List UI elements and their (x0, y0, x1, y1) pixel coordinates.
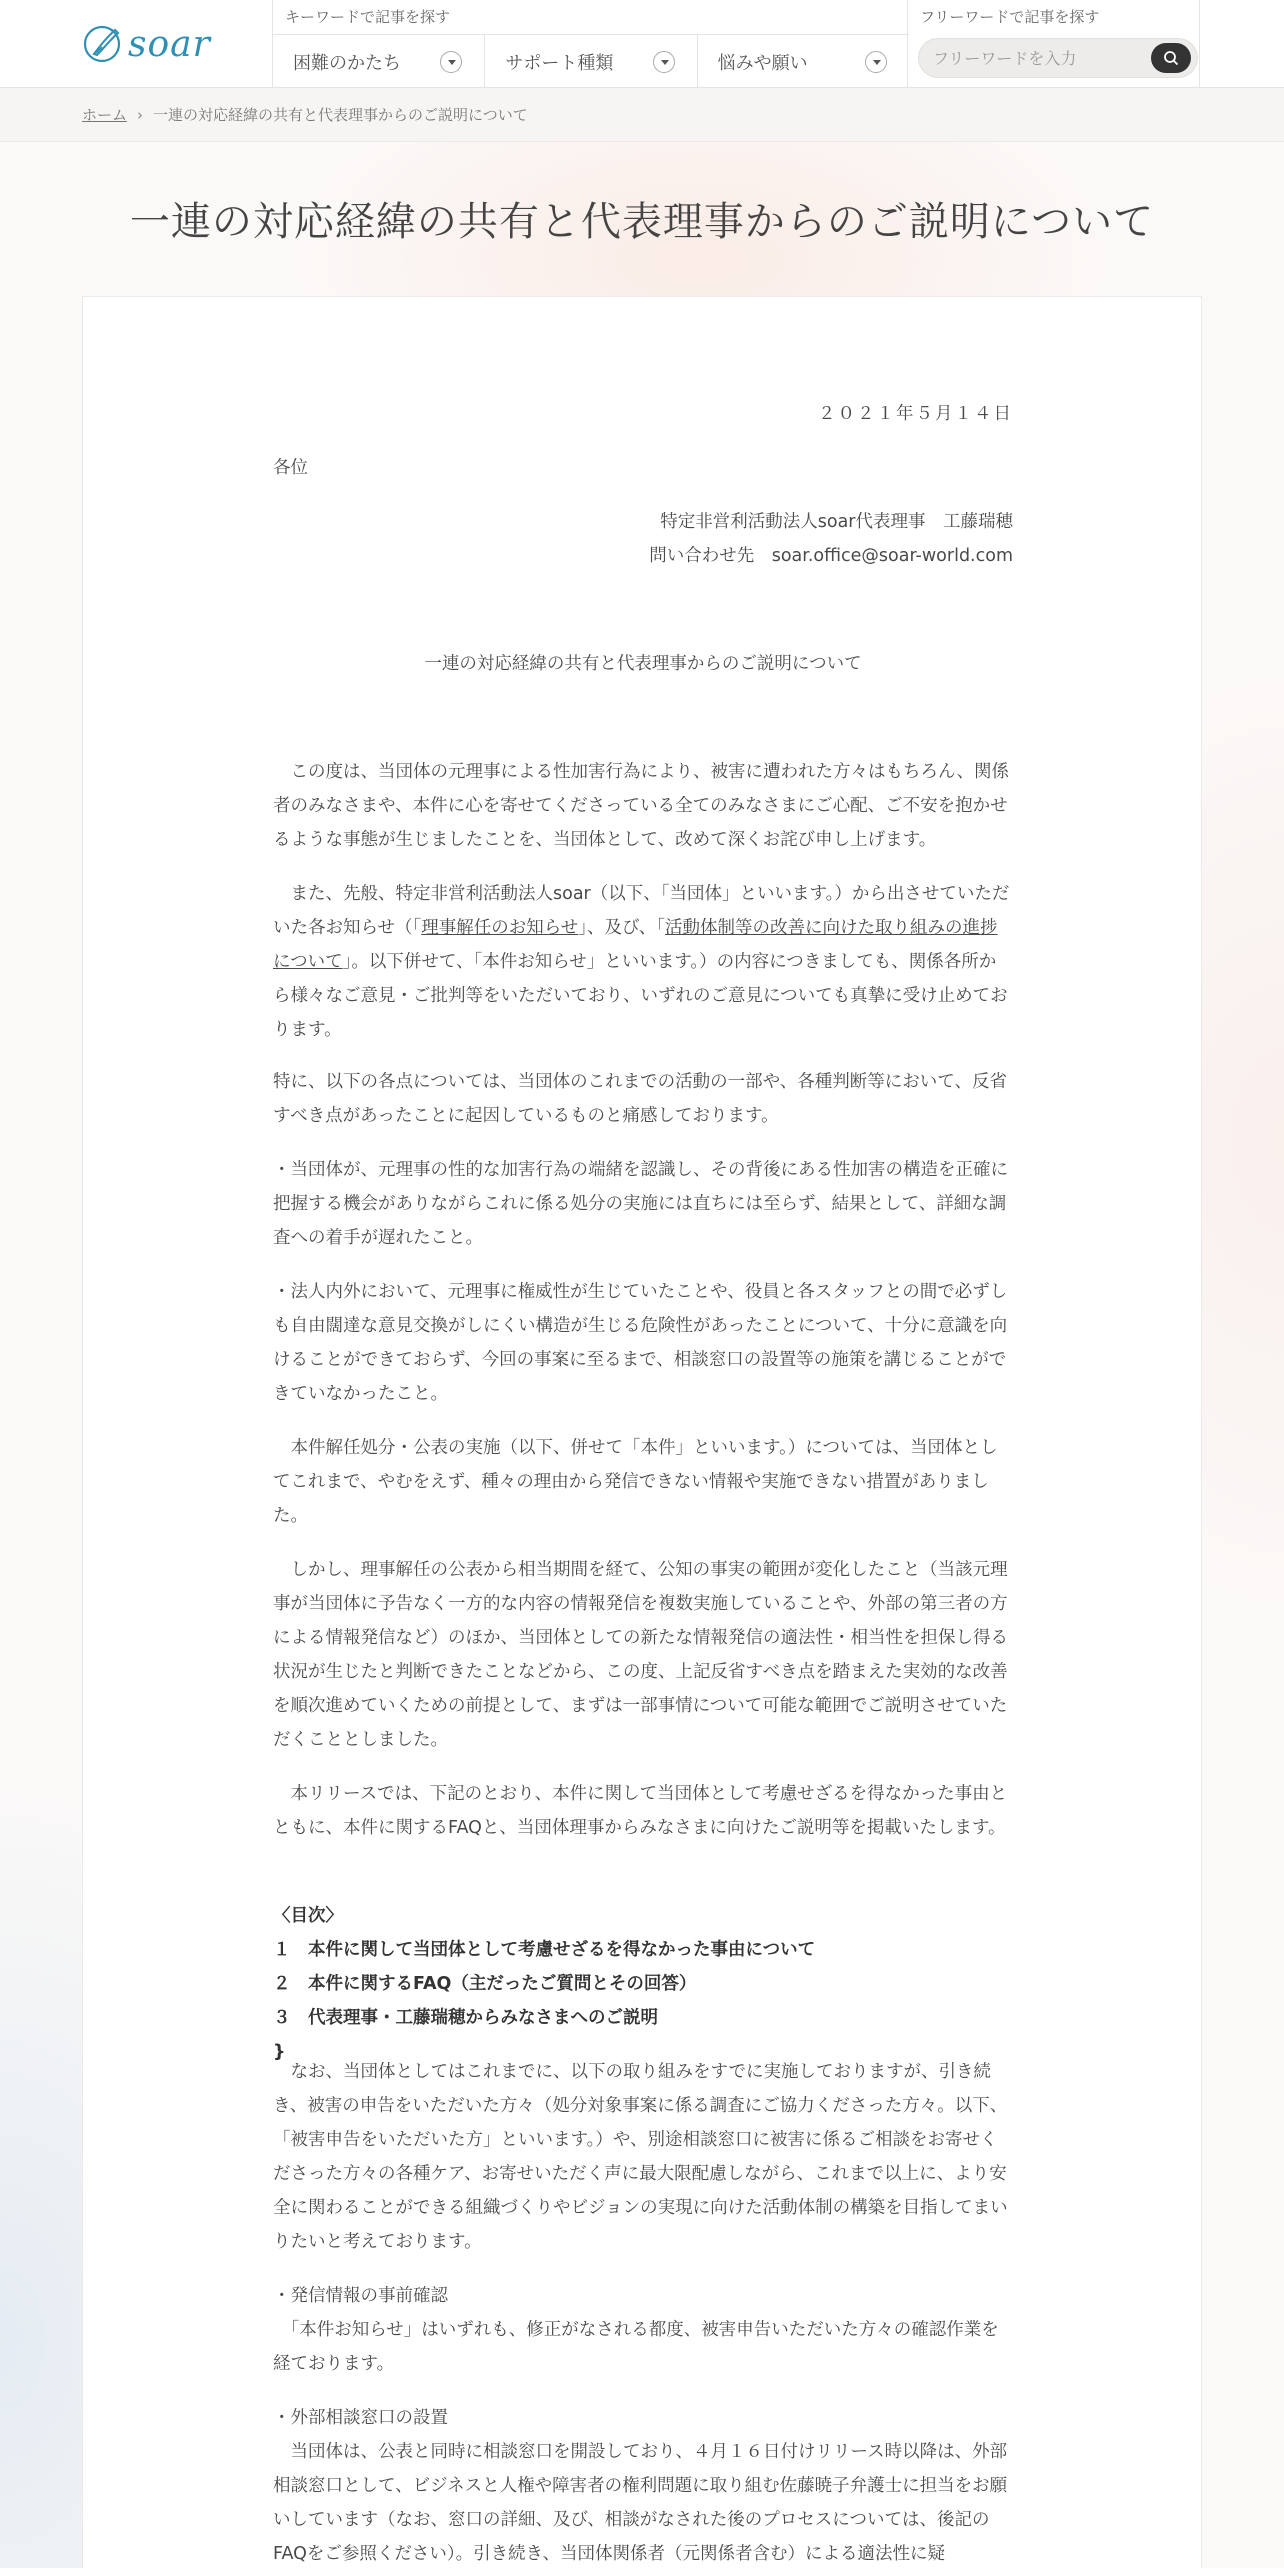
text: 」。以下併せて、「本件お知らせ」といいます。）の内容につきましても、関係各所から様々なご意見・ご批判等をいただいており、いずれのご意見についても真摯に受け止めております。 (273, 952, 1008, 1040)
article-card (82, 296, 1202, 2568)
text: 「本件お知らせ」はいずれも、修正がなされる都度、被害申告いただいた方々の確認作業を経ております。 (273, 2320, 999, 2374)
select-difficulty-type[interactable] (273, 35, 485, 88)
page-title: 一連の対応経緯の共有と代表理事からのご説明について (129, 199, 1155, 245)
freeword-search-box (918, 38, 1198, 78)
select-label: 悩みや願い (717, 52, 808, 74)
paragraph-external-desk (273, 2401, 1013, 2568)
keyword-search-title: キーワードで記事を探す (285, 8, 451, 26)
freeword-search-title: フリーワードで記事を探す (920, 8, 1100, 26)
paragraph-measures: 本件解任処分・公表の実施（以下、併せて「本件」といいます。）については、当団体としてこれまで、やむをえず、種々の理由から発信できない情報や実施できない措置がありました。 (273, 1438, 998, 1526)
logo-text: soar (128, 23, 211, 65)
keyword-search (272, 0, 908, 88)
breadcrumb-current: 一連の対応経緯の共有と代表理事からのご説明について (153, 106, 528, 124)
chevron-down-icon (865, 51, 887, 73)
site-header (0, 0, 1284, 88)
text: 」、及び、「 (578, 918, 666, 938)
search-button[interactable] (1151, 43, 1191, 73)
toc-title: 〈目次〉 (273, 1906, 343, 1926)
paragraph-point-2: ・法人内外において、元理事に権威性が生じていたことや、役員と各スタッフとの間で必ずしも自由闊達な意見交換がしにくい構造が生じる危険性があったことについて、十分に意識を向けることができておらず、今回の事案に至るまで、相談窓口の設置等の施策を講じることができていなかったこと。 (273, 1282, 1008, 1404)
letter-subject: 一連の対応経緯の共有と代表理事からのご説明について (424, 654, 862, 674)
freeword-input[interactable] (933, 39, 1133, 77)
breadcrumb-home-link[interactable]: ホーム (82, 106, 128, 124)
link-dismissal-notice[interactable]: 理事解任のお知らせ (421, 918, 579, 938)
paragraph-notices (273, 877, 1013, 1047)
chevron-down-icon (653, 51, 675, 73)
soar-logo-icon (82, 22, 126, 66)
toc-item-1[interactable]: １ 本件に関して当団体として考慮せざるを得なかった事由について (273, 1940, 816, 1960)
sender-name: 特定非営利活動法人soar代表理事 工藤瑞穂 (660, 512, 1013, 532)
toc-item-2[interactable]: ２ 本件に関するFAQ（主だったご質問とその回答） (273, 1974, 697, 1994)
search-icon (1163, 50, 1179, 66)
paragraph-background: しかし、理事解任の公表から相当期間を経て、公知の事実の範囲が変化したこと（当該元理事が当団体に予告なく一方的な内容の情報発信を複数実施していることや、外部の第三者の方による情報発信など）のほか、当団体としての新たな情報発信の適法性・相当性を担保し得る状況が生じたと判断できたことなどから、この度、上記反省すべき点を踏まえた実効的な改善を順次進めていくための前提として、まずは一部事情について可能な範囲でご説明させていただくこととしました。 (273, 1560, 1008, 1750)
select-support-type[interactable] (485, 35, 697, 88)
sender-contact: 問い合わせ先 soar.office@soar-world.com (649, 546, 1013, 566)
link-improvement-progress[interactable]: 活動体制等の改善に向けた取り組みの進捗について (273, 918, 998, 972)
letter-sender (649, 505, 1013, 573)
breadcrumb (0, 88, 1284, 142)
chevron-down-icon (440, 51, 462, 73)
select-label: 困難のかたち (293, 52, 401, 74)
keyword-selects (273, 34, 909, 88)
heading-external-desk: ・外部相談窓口の設置 (273, 2408, 448, 2428)
paragraph-efforts: なお、当団体としてはこれまでに、以下の取り組みをすでに実施しておりますが、引き続き、被害の申告をいただいた方々（処分対象事案に係る調査にご協力くださった方々。以下、「被害申告をいただいた方」といいます。）や、別途相談窓口に被害に係るご相談をお寄せくださった方々の各種ケア、お寄せいただく声に最大限配慮しながら、これまで以上に、より安全に関わることができる組織づくりやビジョンの実現に向けた活動体制の構築を目指してまいりたいと考えております。 (273, 2062, 1008, 2252)
paragraph-apology: この度は、当団体の元理事による性加害行為により、被害に遭われた方々はもちろん、関係者のみなさまや、本件に心を寄せてくださっている全てのみなさまにご心配、ご不安を抱かせるような事態が生じましたことを、当団体として、改めて深くお詫び申し上げます。 (273, 762, 1010, 850)
breadcrumb-separator: › (137, 105, 144, 124)
select-label: サポート種類 (505, 52, 614, 74)
select-worries-wishes[interactable] (698, 35, 909, 88)
site-logo[interactable] (82, 18, 252, 70)
toc-item-3[interactable]: ３ 代表理事・工藤瑞穂からみなさまへのご説明 (273, 2008, 658, 2028)
letter-recipient: 各位 (273, 458, 308, 478)
text: 当団体は、公表と同時に相談窓口を開設しており、４月１６日付けリリース時以降は、外部相談窓口として、ビジネスと人権や障害者の権利問題に取り組む佐藤暁子弁護士に担当をお願いしています（なお、窓口の詳細、及び、相談がなされた後のプロセスについては、後記のFAQをご参照ください）。引き続き、当団体関係者（元関係者含む）による適法性に疑 (273, 2442, 1008, 2564)
freeword-search (908, 0, 1200, 88)
text: また、先般、特定非営利活動法人soar（以下、「当団体」といいます。）から出させていただいた各お知らせ（「 (273, 884, 1010, 938)
table-of-contents: 〈目次〉 １ 本件に関して当団体として考慮せざるを得なかった事由について ２ 本件に関するFAQ（主だったご質問とその回答） ３ 代表理事・工藤瑞穂からみなさまへのご説明 } (273, 1899, 1013, 2069)
paragraph-prior-check (273, 2279, 1013, 2381)
paragraph-release-overview: 本リリースでは、下記のとおり、本件に関して当団体として考慮せざるを得なかった事由とともに、本件に関するFAQと、当団体理事からみなさまに向けたご説明等を掲載いたします。 (273, 1784, 1008, 1838)
heading-prior-check: ・発信情報の事前確認 (273, 2286, 448, 2306)
paragraph-reflection: 特に、以下の各点については、当団体のこれまでの活動の一部や、各種判断等において、反省すべき点があったことに起因しているものと痛感しております。 (273, 1072, 1007, 1126)
paragraph-point-1: ・当団体が、元理事の性的な加害行為の端緒を認識し、その背後にある性加害の構造を正確に把握する機会がありながらこれに係る処分の実施には直ちには至らず、結果として、詳細な調査への着手が遅れたこと。 (273, 1160, 1008, 1248)
letter-date: ２０２１年５月１４日 (818, 404, 1013, 424)
